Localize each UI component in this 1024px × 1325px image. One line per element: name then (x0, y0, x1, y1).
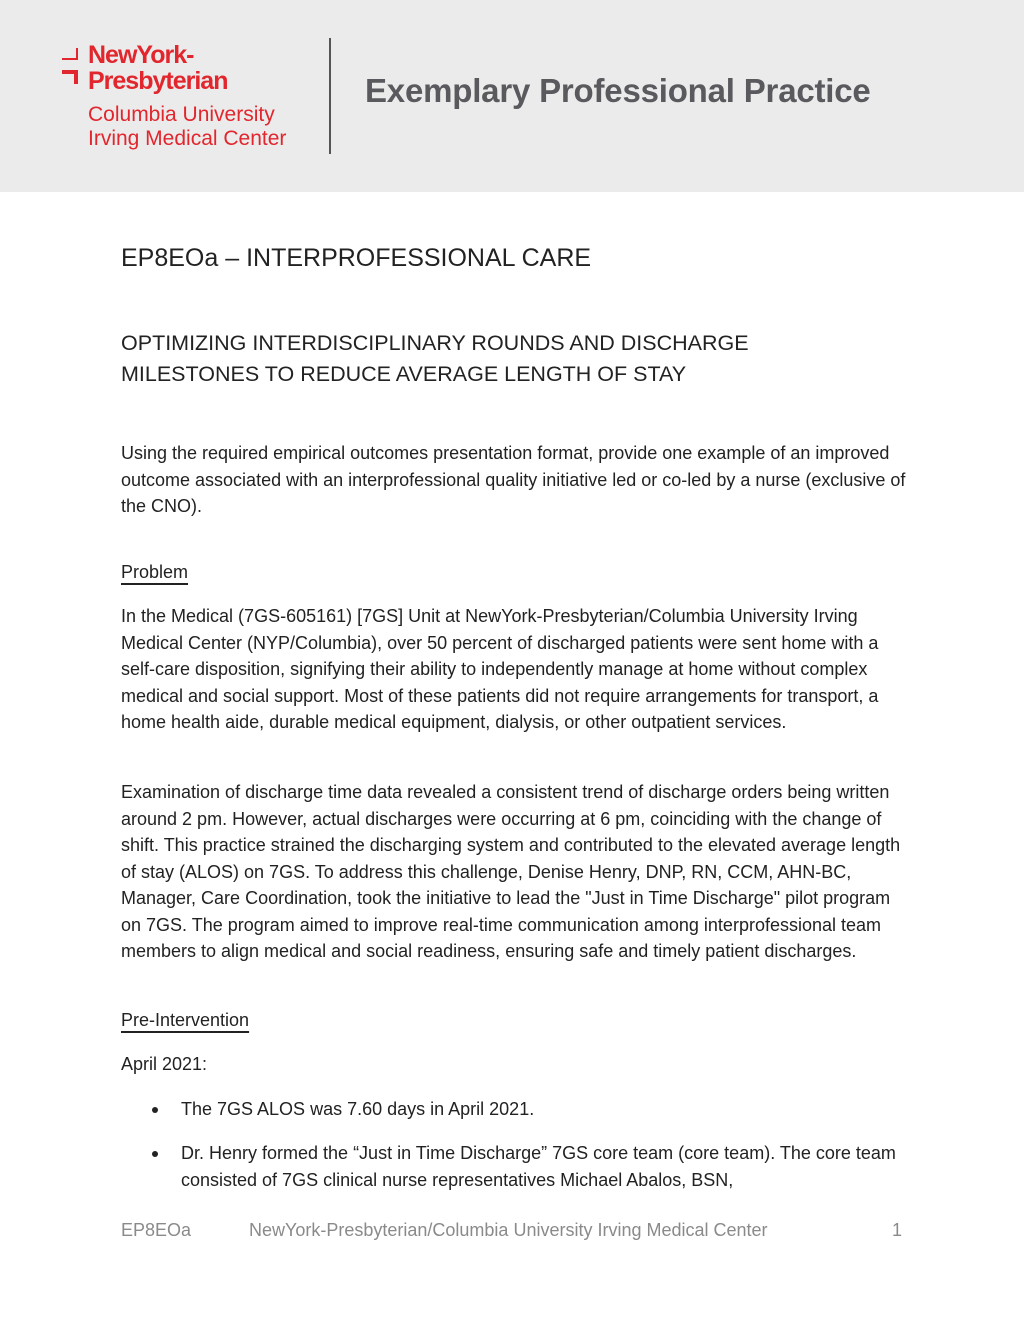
bullet-icon (152, 1107, 158, 1113)
problem-paragraph-2: Examination of discharge time data revealed a consistent trend of discharge orders being written around 2 pm. However, actual discharges were occurring at 6 pm, coinciding with the change of shift. This practice strained the discharging system and contributed to the elevated average length of stay (ALOS) on 7GS. To address this challenge, Denise Henry, DNP, RN, CCM, AHN-BC, Manager, Care Coordination, took the initiative to lead the "Just in Time Discharge" pilot program on 7GS. The program aimed to improve real-time communication among interprofessional team members to align medical and social readiness, ensuring safe and timely patient discharges. (121, 782, 901, 961)
logo-subtitle (88, 103, 286, 151)
logo-line-irving: Irving Medical Center (88, 127, 287, 150)
header-divider (329, 38, 331, 154)
document-code-title: EP8EOa – INTERPROFESSIONAL CARE (121, 244, 592, 272)
problem-paragraph-1: In the Medical (7GS-605161) [7GS] Unit at NewYork-Presbyterian/Columbia University Irving Medical Center (NYP/Columbia), over 50 percent of discharged patients were sent home with a self-care disposition, signifying their ability to independently manage at home without complex medical and social support. Most of these patients did not require arrangements for transport, a home health aide, durable medical equipment, dialysis, or other outpatient services. (121, 606, 879, 732)
logo-line-presbyterian: Presbyterian (88, 67, 228, 95)
footer-page-number: 1 (892, 1220, 903, 1240)
subtitle-line: OPTIMIZING INTERDISCIPLINARY ROUNDS AND DISCHARGE (121, 331, 749, 355)
footer-code: EP8EOa (121, 1220, 192, 1240)
section-heading-problem: Problem (121, 562, 189, 582)
pre-intervention-date: April 2021: (121, 1054, 208, 1074)
footer-organization: NewYork-Presbyterian/Columbia University Irving Medical Center (249, 1220, 768, 1240)
section-heading-pre-intervention: Pre-Intervention (121, 1010, 250, 1030)
prompt-paragraph: Using the required empirical outcomes presentation format, provide one example of an improved outcome associated with an interprofessional quality initiative led or co-led by a nurse (exclusive of the CNO). (121, 443, 906, 516)
nyp-logo-mark-icon (62, 44, 82, 88)
logo-line-newyork: NewYork- (88, 41, 194, 69)
list-item: The 7GS ALOS was 7.60 days in April 2021. (181, 1099, 535, 1119)
subtitle-line: MILESTONES TO REDUCE AVERAGE LENGTH OF STAY (121, 362, 687, 386)
page-header (0, 0, 1024, 192)
list-item: Dr. Henry formed the “Just in Time Discharge” 7GS core team (core team). The core team consisted of 7GS clinical nurse representatives Michael Abalos, BSN, (181, 1143, 896, 1190)
document-subtitle (121, 328, 901, 390)
logo-wordmark (88, 42, 227, 94)
header-title: Exemplary Professional Practice (365, 72, 871, 109)
logo-line-columbia: Columbia University (88, 103, 275, 126)
bullet-icon (152, 1151, 158, 1157)
